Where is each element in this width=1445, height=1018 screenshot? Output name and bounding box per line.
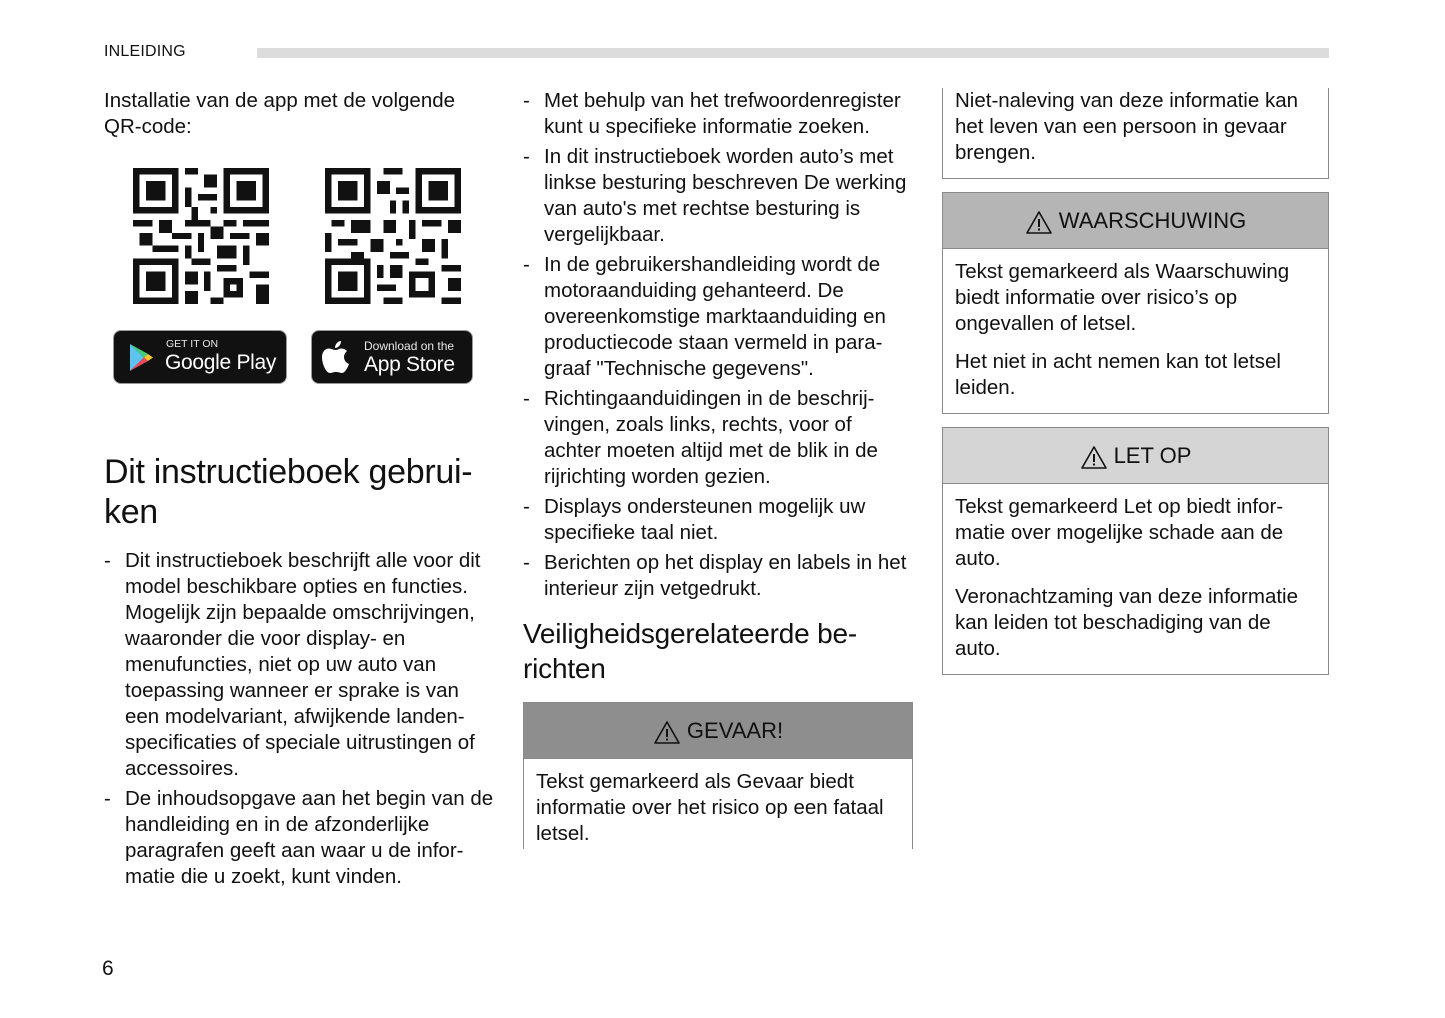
list-item: - In dit instructieboek worden auto’s met linkse besturing beschreven De werking van auto's met rechtse besturing is vergelijkbaar. (523, 144, 913, 248)
app-store-label: App Store (364, 353, 455, 376)
header-rule (257, 48, 1329, 58)
apple-icon (322, 339, 350, 375)
warning-triangle-icon (1080, 445, 1108, 470)
warning-box-body (943, 249, 1328, 413)
section-heading-manual: Dit instructieboek gebruiken (104, 453, 473, 531)
list-item: - Berichten op het display en labels in het interieur zijn vetgedrukt. (523, 550, 913, 602)
list-item: - Met behulp van het trefwoordenregister kunt u specifieke informatie zoeken. (523, 88, 913, 140)
warning-box (942, 192, 1329, 414)
list-item: - Displays ondersteunen mogelijk uw specifieke taal niet. (523, 494, 913, 546)
caution-box-header (943, 428, 1328, 484)
danger-continued-text: Niet-naleving van deze informatie kan het leven van een persoon in gevaar brengen. (955, 89, 1298, 164)
list-item: - Dit instructieboek beschrijft alle voor dit model beschikbare opties en functies. Mogelijk zijn bepaalde omschrijvingen, waaronder die voor display- en menufuncties, niet op uw auto van toepassing wanneer er sprake is van een modelvariant, afwijkende landenspecificaties of speciale uitrustingen of accessoires. (104, 548, 494, 782)
list-item: - Richtingaanduidingen in de beschrijvingen, zoals links, rechts, voor of achter moeten altijd met de blik in de rijrichting worden gezien. (523, 386, 913, 490)
caution-text-1: Tekst gemarkeerd Let op biedt informatie over mogelijke schade aan de auto. (955, 495, 1284, 570)
google-play-icon (128, 343, 154, 372)
page-number: 6 (102, 957, 114, 980)
qr-code-apple[interactable] (325, 168, 461, 304)
list-item: - De inhoudsopgave aan het begin van de handleiding en in de afzonderlijke paragrafen geeft aan waar u de informatie die u zoekt, kunt vinden. (104, 786, 494, 890)
qr-intro-text: Installatie van de app met de volgende QR-code: (104, 89, 456, 138)
qr-code-row (104, 168, 494, 318)
danger-box-body (524, 759, 912, 849)
warning-box-header (943, 193, 1328, 249)
qr-code-google[interactable] (133, 168, 269, 304)
list-item: - In de gebruikershandleiding wordt de motoraanduiding gehanteerd. De overeenkomstige marktaanduiding en productiecode staan vermeld in paragraaf "Technische gegevens". (523, 252, 913, 382)
store-badges (104, 330, 494, 390)
danger-box-header (524, 703, 912, 759)
danger-text: Tekst gemarkeerd als Gevaar biedt informatie over het risico op een fataal letsel. (536, 770, 884, 845)
warning-text-2: Het niet in acht nemen kan tot letsel leiden. (955, 350, 1281, 399)
caution-box (942, 427, 1329, 675)
google-play-label: Google Play (165, 351, 277, 374)
app-store-badge[interactable] (311, 330, 473, 384)
column-left (104, 88, 494, 894)
section-heading-safety: Veiligheidsgerelateerde berichten (523, 618, 858, 684)
warning-triangle-icon (653, 720, 681, 745)
warning-title: WAARSCHUWING (1058, 207, 1247, 233)
caution-title: LET OP (1113, 442, 1192, 468)
warning-triangle-icon (1025, 210, 1053, 235)
section-header: INLEIDING (104, 43, 186, 60)
manual-usage-list (104, 548, 494, 890)
danger-box (523, 702, 913, 849)
column-right (942, 88, 1329, 675)
danger-title: GEVAAR! (686, 717, 784, 743)
warning-text-1: Tekst gemarkeerd als Waarschuwing biedt informatie over risico’s op ongevallen of letsel. (955, 260, 1290, 335)
app-store-small-label: Download on the (364, 339, 455, 353)
column-middle (523, 88, 913, 849)
caution-text-2: Veronachtzaming van deze informatie kan leiden tot beschadiging van de auto. (955, 585, 1299, 660)
manual-notes-list (523, 88, 913, 602)
google-play-badge[interactable] (113, 330, 287, 384)
danger-box-continued (942, 88, 1329, 179)
google-play-small-label: GET IT ON (166, 338, 219, 350)
caution-box-body (943, 484, 1328, 674)
